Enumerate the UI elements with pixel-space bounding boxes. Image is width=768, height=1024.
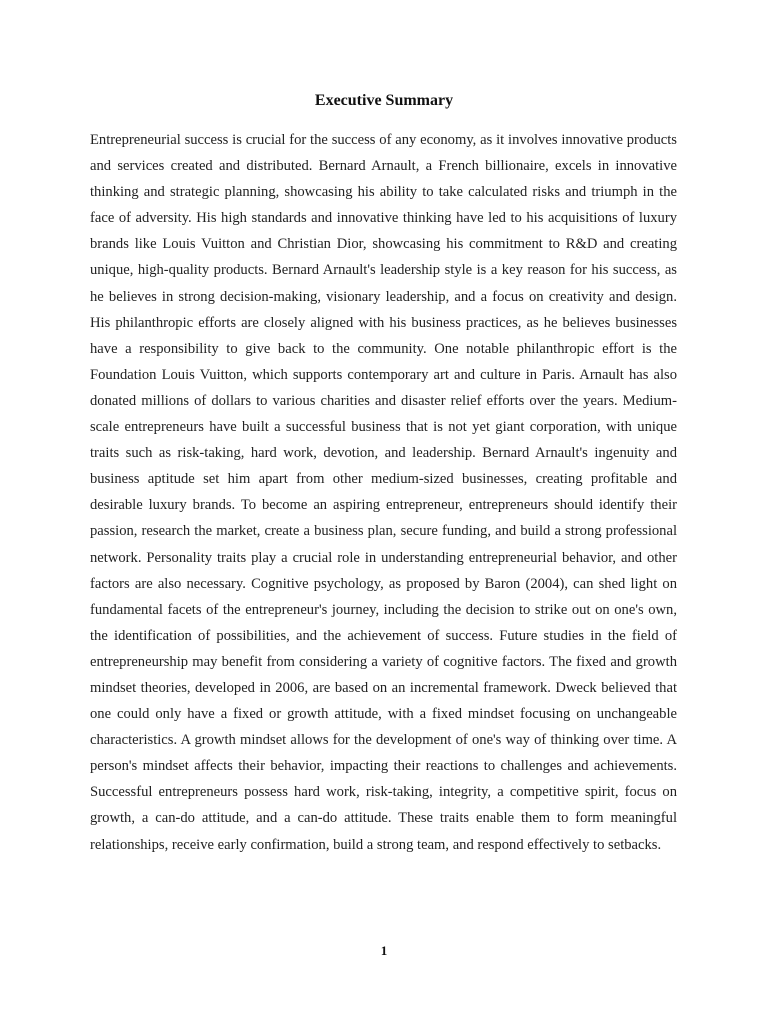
page-title: Executive Summary	[314, 92, 454, 109]
body-paragraph: Entrepreneurial success is crucial for the success of any economy, as it involves innovative products and services created and distributed. Bernard Arnault, a French billionaire, excels in innovative thinking and strategic planning, showcasing his ability to take calculated risks and triumph in the face of adversity. His high standards and innovative thinking have led to his acquisitions of luxury brands like Louis Vuitton and Christian Dior, showcasing his commitment to R&D and creating unique, high-quality products. Bernard Arnault's leadership style is a key reason for his success, as he believes in strong decision-making, visionary leadership, and a focus on creativity and design. His philanthropic efforts are closely aligned with his business practices, as he believes businesses have a responsibility to give back to the community. One notable philanthropic effort is the Foundation Louis Vuitton, which supports contemporary art and culture in Paris. Arnault has also donated millions of dollars to various charities and disaster relief efforts over the years. Medium-scale entrepreneurs have built a successful business that is not yet giant corporation, with unique traits such as risk-taking, hard work, devotion, and leadership. Bernard Arnault's ingenuity and business aptitude set him apart from other medium-sized businesses, creating profitable and desirable luxury brands. To become an aspiring entrepreneur, entrepreneurs should identify their passion, research the market, create a business plan, secure funding, and build a strong professional network. Personality traits play a crucial role in understanding entrepreneurial behavior, and other factors are also necessary. Cognitive psychology, as proposed by Baron (2004), can shed light on fundamental facets of the entrepreneur's journey, including the decision to strike out on one's own, the identification of possibilities, and the achievement of success. Future studies in the field of entrepreneurship may benefit from considering a variety of cognitive factors. The fixed and growth mindset theories, developed in 2006, are based on an incremental framework. Dweck believed that one could only have a fixed or growth attitude, with a fixed mindset focusing on unchangeable characteristics. A growth mindset allows for the development of one's way of thinking over time. A person's mindset affects their behavior, impacting their reactions to challenges and achievements. Successful entrepreneurs possess hard work, risk-taking, integrity, a competitive spirit, focus on growth, a can-do attitude, and a can-do attitude. These traits enable them to form meaningful relationships, receive early confirmation, build a strong team, and respond effectively to setbacks.	[90, 132, 677, 853]
page-number: 1	[380, 943, 388, 958]
